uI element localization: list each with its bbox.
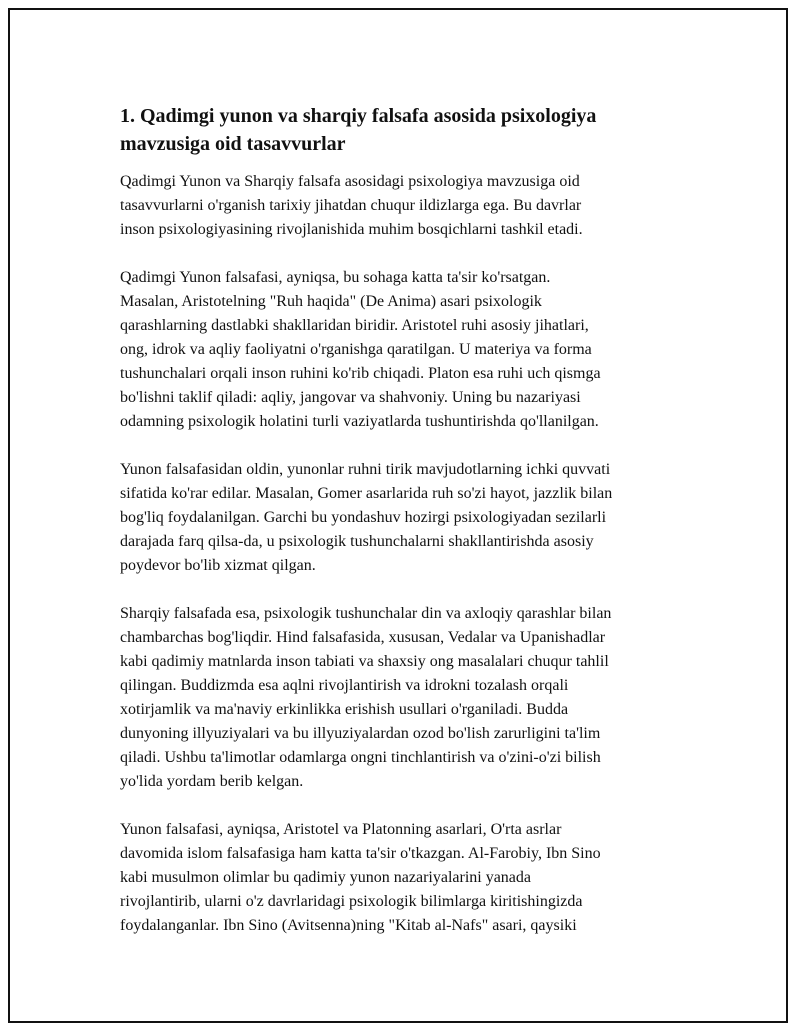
paragraph-4: Sharqiy falsafada esa, psixologik tushunchalar din va axloqiy qarashlar bilan chambarchas bog'liqdir. Hind falsafasida, xususan, Vedalar va Upanishadlar kabi qadimiy matnlarda inson tabiati va shaxsiy ong masalalari chuqur tahlil qilingan. Buddizmda esa aqlni rivojlantirish va idrokni tozalash orqali xotirjamlik va ma'naviy erkinlikka erishish usullari o'rganiladi. Budda dunyoning illyuziyalari va bu illyuziyalardan ozod bo'lish zarurligini ta'lim qiladi. Ushbu ta'limotlar odamlarga ongni tinchlantirish va o'zini-o'zi bilish yo'lida yordam berib kelgan. [120, 605, 612, 790]
paragraph-1: Qadimgi Yunon va Sharqiy falsafa asosidagi psixologiya mavzusiga oid tasavvurlarni o'rganish tarixiy jihatdan chuqur ildizlarga ega. Bu davrlar inson psixologiyasining rivojlanishida muhim bosqichlarni tashkil etadi. [120, 173, 583, 238]
paragraph-2: Qadimgi Yunon falsafasi, ayniqsa, bu sohaga katta ta'sir ko'rsatgan. Masalan, Aristotelning "Ruh haqida" (De Anima) asari psixologik qarashlarning dastlabki shakllaridan biridir. Aristotel ruhi asosiy jihatlari, ong, idrok va aqliy faoliyatni o'rganishga qaratilgan. U materiya va forma tushunchalari orqali inson ruhini ko'rib chiqadi. Platon esa ruhi uch qismga bo'lishni taklif qiladi: aqliy, jangovar va shahvoniy. Uning bu nazariyasi odamning psixologik holatini turli vaziyatlarda tushuntirishda qo'llanilgan. [120, 269, 601, 430]
document-body [120, 102, 710, 962]
paragraph-3: Yunon falsafasidan oldin, yunonlar ruhni tirik mavjudotlarning ichki quvvati sifatida ko'rar edilar. Masalan, Gomer asarlarida ruh so'zi hayot, jazzlik bilan bog'liq foydalanilgan. Garchi bu yondashuv hozirgi psixologiyadan sezilarli darajada farq qilsa-da, u psixologik tushunchalarni shakllantirishda asosiy poydevor bo'lib xizmat qilgan. [120, 461, 613, 574]
page-frame [8, 8, 788, 1023]
paragraph-5: Yunon falsafasi, ayniqsa, Aristotel va Platonning asarlari, O'rta asrlar davomida islom falsafasiga ham katta ta'sir o'tkazgan. Al-Farobiy, Ibn Sino kabi musulmon olimlar bu qadimiy yunon nazariyalarini yanada rivojlantirib, ularni o'z davrlaridagi psixologik bilimlarga kiritishingizda foydalanganlar. Ibn Sino (Avitsenna)ning "Kitab al-Nafs" asari, qaysiki [120, 821, 601, 934]
section-heading: 1. Qadimgi yunon va sharqiy falsafa asosida psixologiya mavzusiga oid tasavvurlar [120, 105, 597, 155]
